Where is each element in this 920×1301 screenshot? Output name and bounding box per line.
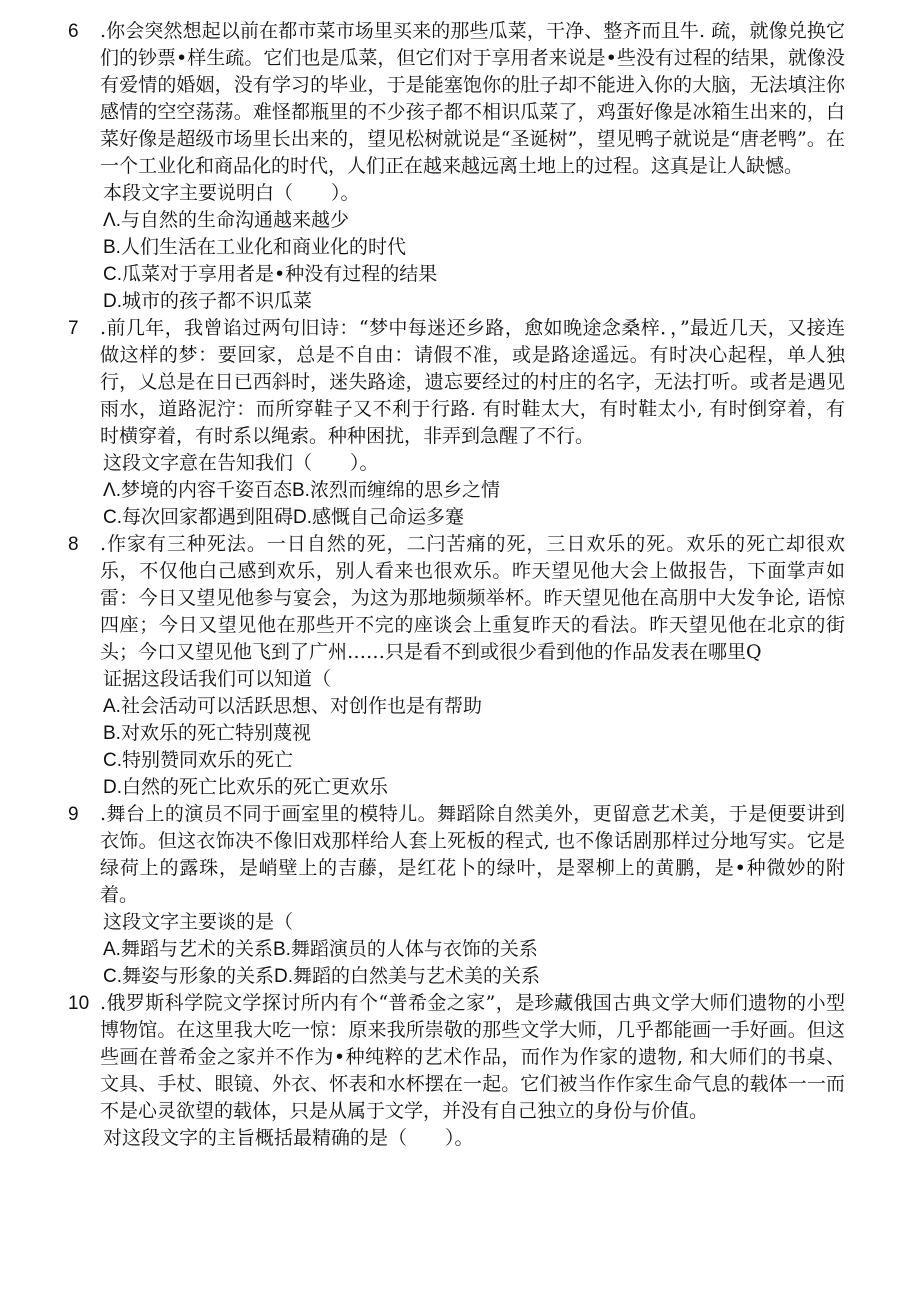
option-c	[103, 506, 293, 528]
option-label: D.	[274, 966, 294, 987]
question-stem: .作家有三种死法。一日自然的死，二闩苦痛的死，三日欢乐的死。欢乐的死亡却很欢乐，不仅他白己感到欢乐，别人看来也很欢乐。昨天望见他大会上做报告，下面掌声如雷：今日又望见他参与宴会，为这为那地频频举杯。昨天望见他在高朋中大发争论, 语惊四座；今日又望见他在那些开不完的座谈会上重复昨天的看法。昨天望见他在北京的街头；今口又望见他飞到了广州……只是看不到或很少看到他的作品发表在哪里Q	[100, 533, 845, 663]
option-text: 舞蹈演员的人体与衣饰的关系	[290, 938, 538, 960]
option-label: D.	[103, 291, 122, 312]
option-text: 特别赞同欢乐的死亡	[122, 749, 294, 771]
option-text: 城市的孩子都不识瓜菜	[122, 290, 313, 312]
question-number: 10	[68, 993, 90, 1014]
option-b	[292, 479, 500, 501]
option-row	[103, 477, 845, 504]
question-10	[0, 990, 845, 1152]
option-label: B.	[103, 237, 121, 258]
question-8	[0, 531, 845, 801]
option-label: D.	[293, 507, 313, 528]
option-a	[103, 693, 845, 720]
option-label: B.	[292, 480, 310, 501]
option-c	[103, 965, 274, 987]
option-text: 舞蹈的白然美与艺术美的关系	[293, 965, 541, 987]
option-text: 人们生活在工业化和商业化的时代	[120, 236, 406, 258]
question-prompt: 这段文字主要谈的是（	[103, 911, 294, 933]
question-stem: .前几年，我曾谄过两句旧诗：“梦中每迷还乡路，愈如晚途念桑梓．，”最近几天，又接连做这样的梦：要回家，总是不自由：请假不准，或是路途遥远。有时决心起程，单人独行，乂总是在日已西斜时，迷失路途，遗忘要经过的村庄的名字，无法打听。或者是遇见雨水，道路泥泞：而所穿鞋子又不利于行路. 有时鞋太大，有时鞋太小, 有时倒穿着，有时横穿着，有时系以绳索。种种困扰，非弄到急醒了不行。	[100, 317, 845, 447]
option-row	[103, 936, 845, 963]
question-number: 7	[68, 318, 79, 339]
option-text: 瓜菜对于享用者是•种没有过程的结果	[122, 263, 438, 285]
question-prompt: 对这段文字的主旨概括最精确的是（ ）。	[103, 1127, 474, 1149]
question-stem: .俄罗斯科学院文学探讨所内有个“普希金之家”，是珍藏俄国古典文学大师们遗物的小型博物馆。在这里我大吃一惊：原来我所崇敬的那些文学大师，几乎都能画一手好画。但这些画在普希金之家并不作为•种纯粹的艺术作品，而作为作家的遗物, 和大师们的书桌、文具、手杖、眼镜、外衣、怀表和水杯摆在一起。它们被当作作家生命气息的载体一一而不是心灵欲望的载体，只是从属于文学，并没有自己独立的身份与价值。	[100, 992, 845, 1122]
option-d	[103, 774, 845, 801]
option-text: 白然的死亡比欢乐的死亡更欢乐	[122, 776, 389, 798]
option-text: 舞蹈与艺术的关系	[120, 938, 273, 960]
option-d	[103, 288, 845, 315]
option-label: A.	[103, 939, 121, 960]
option-row	[103, 963, 845, 990]
question-7	[0, 315, 845, 531]
question-stem: .舞台上的演员不同于画室里的模特儿。舞蹈除自然美外，更留意艺术美，于是便要讲到衣饰。但这衣饰决不像旧戏那样给人套上死板的程式, 也不像话剧那样过分地写实。它是绿荷上的露珠，是峭壁上的吉藤，是红花卜的绿叶，是翠柳上的黄鹏，是•种微妙的附着。	[100, 803, 845, 906]
option-row	[103, 504, 845, 531]
option-b	[103, 234, 845, 261]
question-prompt: 这段文字意在告知我们（ ）。	[103, 452, 379, 474]
option-label: B.	[103, 723, 121, 744]
document-page	[0, 18, 920, 1152]
option-c	[103, 261, 845, 288]
option-b	[273, 938, 538, 960]
option-label: D.	[103, 777, 122, 798]
option-text: 感慨自己命运多蹇	[312, 506, 465, 528]
question-6	[0, 18, 845, 315]
question-prompt: 证据这段话我们可以知道（	[103, 668, 332, 690]
option-d	[274, 965, 540, 987]
option-label: C.	[103, 264, 122, 285]
option-label: C.	[103, 966, 122, 987]
option-d	[293, 506, 464, 528]
option-text: 每次回家都遇到阻碍	[122, 506, 294, 528]
option-a	[103, 207, 845, 234]
option-b	[103, 720, 845, 747]
option-a	[103, 479, 292, 501]
option-label: C.	[103, 750, 122, 771]
option-text: 与自然的生命沟通越来越少	[120, 209, 349, 231]
question-prompt: 本段文字主要说明白（ ）。	[103, 182, 360, 204]
question-9	[0, 801, 845, 990]
option-c	[103, 747, 845, 774]
option-text: 梦境的内容千姿百态	[120, 479, 292, 501]
option-text: 对欢乐的死亡特别蔑视	[120, 722, 311, 744]
option-text: 社会活动可以活跃思想、对创作也是有帮助	[120, 695, 482, 717]
option-text: 舞姿与形象的关系	[122, 965, 275, 987]
option-label: C.	[103, 507, 122, 528]
option-label: Λ.	[103, 210, 121, 231]
question-stem: .你会突然想起以前在都市菜市场里买来的那些瓜菜，干净、整齐而且牛. 疏，就像兑换它们的钞票•样生疏。它们也是瓜菜，但它们对于享用者来说是•些没有过程的结果，就像没有爱情的婚姻，没有学习的毕业，于是能塞饱你的肚子却不能进入你的大脑，无法填注你感情的空空荡荡。难怪都瓶里的不少孩子都不相识瓜菜了，鸡蛋好像是冰箱生出来的，白菜好像是超级市场里长出来的，望见松树就说是“圣诞树”，望见鸭子就说是“唐老鸭”。在一个工业化和商品化的时代，人们正在越来越远离土地上的过程。这真是让人缺憾。	[100, 20, 845, 177]
option-label: Λ.	[103, 480, 121, 501]
option-a	[103, 938, 273, 960]
question-number: 8	[68, 534, 79, 555]
option-label: B.	[272, 939, 291, 960]
question-number: 6	[68, 21, 79, 42]
option-text: 浓烈而缠绵的思乡之情	[309, 479, 500, 501]
question-number: 9	[68, 804, 79, 825]
option-label: A.	[103, 696, 121, 717]
